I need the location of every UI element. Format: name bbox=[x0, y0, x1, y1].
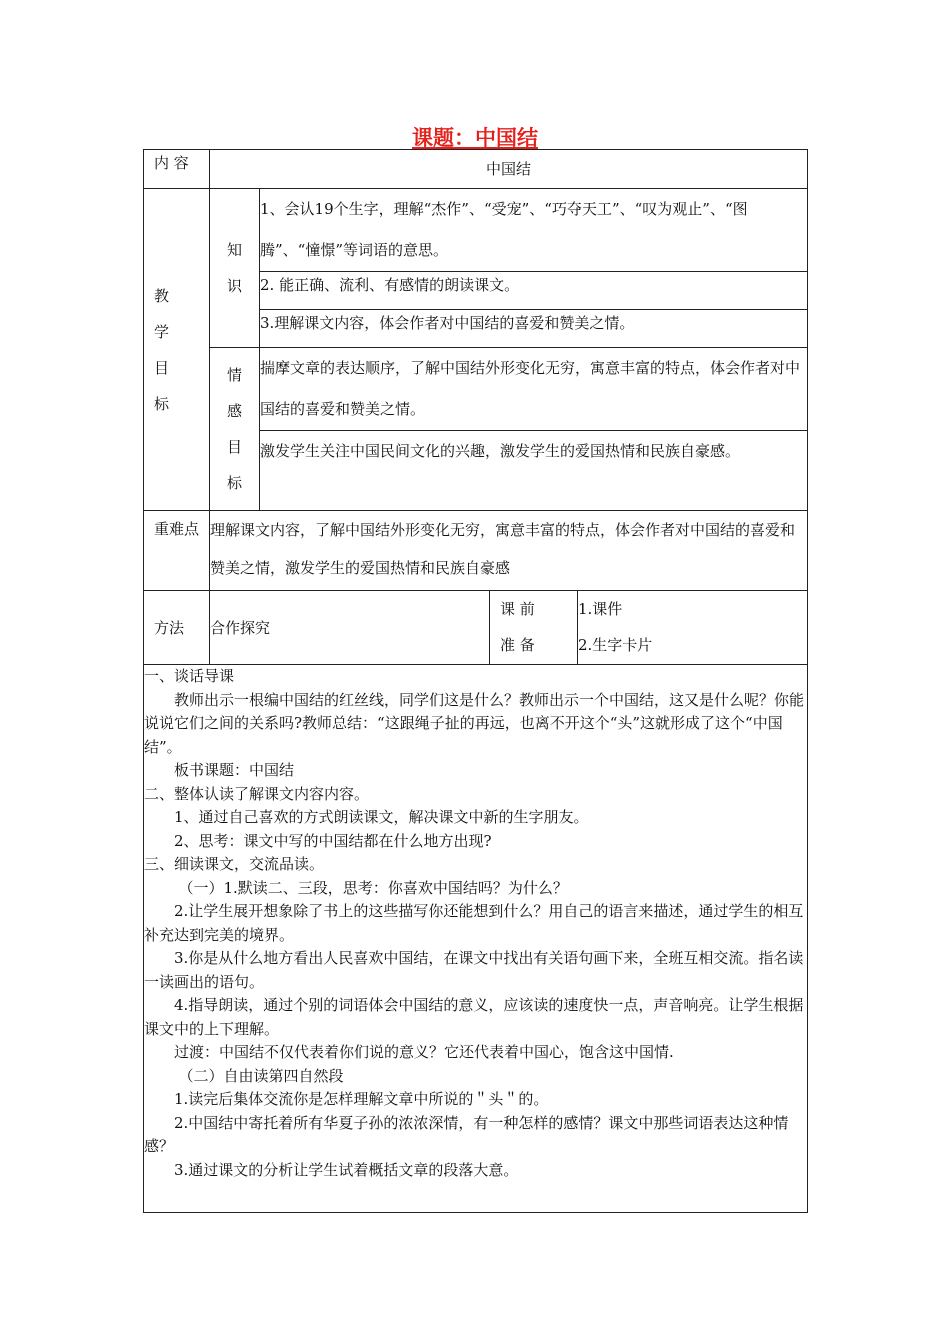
process-paragraph: （一）1.默读二、三段，思考：你喜欢中国结吗？为什么？ bbox=[178, 878, 568, 897]
process-paragraph: 板书课题：中国结 bbox=[174, 761, 295, 779]
process-paragraph: 教师出示一根编中国结的红丝线，同学们这是什么？教师出示一个中国结，这又是什么呢？你能说说它们之间的关系吗?教师总结：“这跟绳子扯的再远，也离不开这个“头”这就形成了这个“中国结”。 bbox=[144, 690, 805, 756]
content-label: 内 容 bbox=[144, 150, 210, 189]
preparation-items bbox=[578, 591, 808, 665]
process-paragraph: 4.指导朗读，通过个别的词语体会中国结的意义，应该读的速度快一点，声音响亮。让学生根据课文中的上下理解。 bbox=[144, 996, 804, 1038]
emotion-goals-label bbox=[210, 348, 260, 511]
goals-char-4: 标 bbox=[154, 394, 170, 413]
prep-label-line2: 准 备 bbox=[500, 636, 535, 654]
emotion-item: 揣摩文章的表达顺序，了解中国结外形变化无穷，寓意丰富的特点，体会作者对中国结的喜爱和赞美之情。 bbox=[260, 348, 808, 431]
process-heading: 一、谈话导课 bbox=[144, 667, 235, 685]
key-points-label: 重难点 bbox=[144, 511, 210, 591]
process-heading: 二、整体认读了解课文内容内容。 bbox=[144, 784, 370, 803]
knowledge-item: 3.理解课文内容，体会作者对中国结的喜爱和赞美之情。 bbox=[260, 310, 808, 348]
process-paragraph: 过渡：中国结不仅代表着你们说的意义？它还代表着中国心，饱含这中国情. bbox=[174, 1043, 674, 1061]
emotion-char-1: 情 bbox=[226, 366, 242, 384]
process-paragraph: 2.中国结中寄托着所有华夏子孙的浓浓深情，有一种怎样的感情？课文中那些词语表达这种情感？ bbox=[144, 1113, 789, 1155]
key-points-text: 理解课文内容，了解中国结外形变化无穷，寓意丰富的特点，体会作者对中国结的喜爱和赞美之情，激发学生的爱国热情和民族自豪感 bbox=[210, 511, 808, 591]
goals-char-3: 目 bbox=[154, 358, 170, 377]
prep-item: 1.课件 bbox=[578, 600, 623, 618]
title-name: 中国结 bbox=[475, 125, 538, 150]
prep-item: 2.生字卡片 bbox=[578, 636, 653, 654]
process-paragraph: 1、通过自己喜欢的方式朗读课文，解决课文中新的生字朋友。 bbox=[174, 808, 589, 826]
process-paragraph: 1.读完后集体交流你是怎样理解文章中所说的＂头＂的。 bbox=[174, 1090, 549, 1108]
method-label: 方法 bbox=[144, 591, 210, 665]
prep-label-line1: 课 前 bbox=[500, 600, 535, 618]
emotion-char-2: 感 bbox=[226, 402, 242, 420]
process-paragraph: 3.通过课文的分析让学生试着概括文章的段落大意。 bbox=[174, 1160, 519, 1179]
preparation-label bbox=[490, 591, 578, 665]
process-paragraph: 3.你是从什么地方看出人民喜欢中国结，在课文中找出有关语句画下来，全班互相交流。指名读一读画出的语句。 bbox=[144, 949, 804, 991]
lesson-title bbox=[0, 122, 950, 152]
process-paragraph: 2、思考：课文中写的中国结都在什么地方出现? bbox=[174, 831, 492, 850]
method-value: 合作探究 bbox=[210, 591, 490, 665]
knowledge-label bbox=[210, 189, 260, 348]
knowledge-char-1: 知 bbox=[226, 241, 242, 259]
emotion-item: 激发学生关注中国民间文化的兴趣，激发学生的爱国热情和民族自豪感。 bbox=[260, 431, 808, 511]
knowledge-item: 1、会认19个生字，理解“杰作”、“受宠”、“巧夺天工”、“叹为观止”、“图腾”、“憧憬”等词语的意思。 bbox=[260, 189, 808, 272]
lesson-plan-table bbox=[143, 149, 808, 1213]
title-prefix: 课题： bbox=[412, 125, 475, 150]
process-paragraph: 2.让学生展开想象除了书上的这些描写你还能想到什么？用自己的语言来描述，通过学生的相互补充达到完美的境界。 bbox=[144, 902, 804, 944]
goals-char-1: 教 bbox=[154, 286, 170, 305]
teaching-process bbox=[144, 665, 808, 1213]
emotion-char-3: 目 bbox=[226, 438, 242, 456]
content-value: 中国结 bbox=[210, 150, 808, 189]
emotion-char-4: 标 bbox=[226, 474, 242, 492]
knowledge-char-2: 识 bbox=[226, 277, 242, 295]
process-paragraph: （二）自由读第四自然段 bbox=[178, 1066, 344, 1085]
teaching-goals-label bbox=[144, 189, 210, 511]
goals-char-2: 学 bbox=[154, 322, 170, 341]
process-heading: 三、细读课文，交流品读。 bbox=[144, 855, 325, 873]
knowledge-item: 2. 能正确、流利、有感情的朗读课文。 bbox=[260, 272, 808, 310]
